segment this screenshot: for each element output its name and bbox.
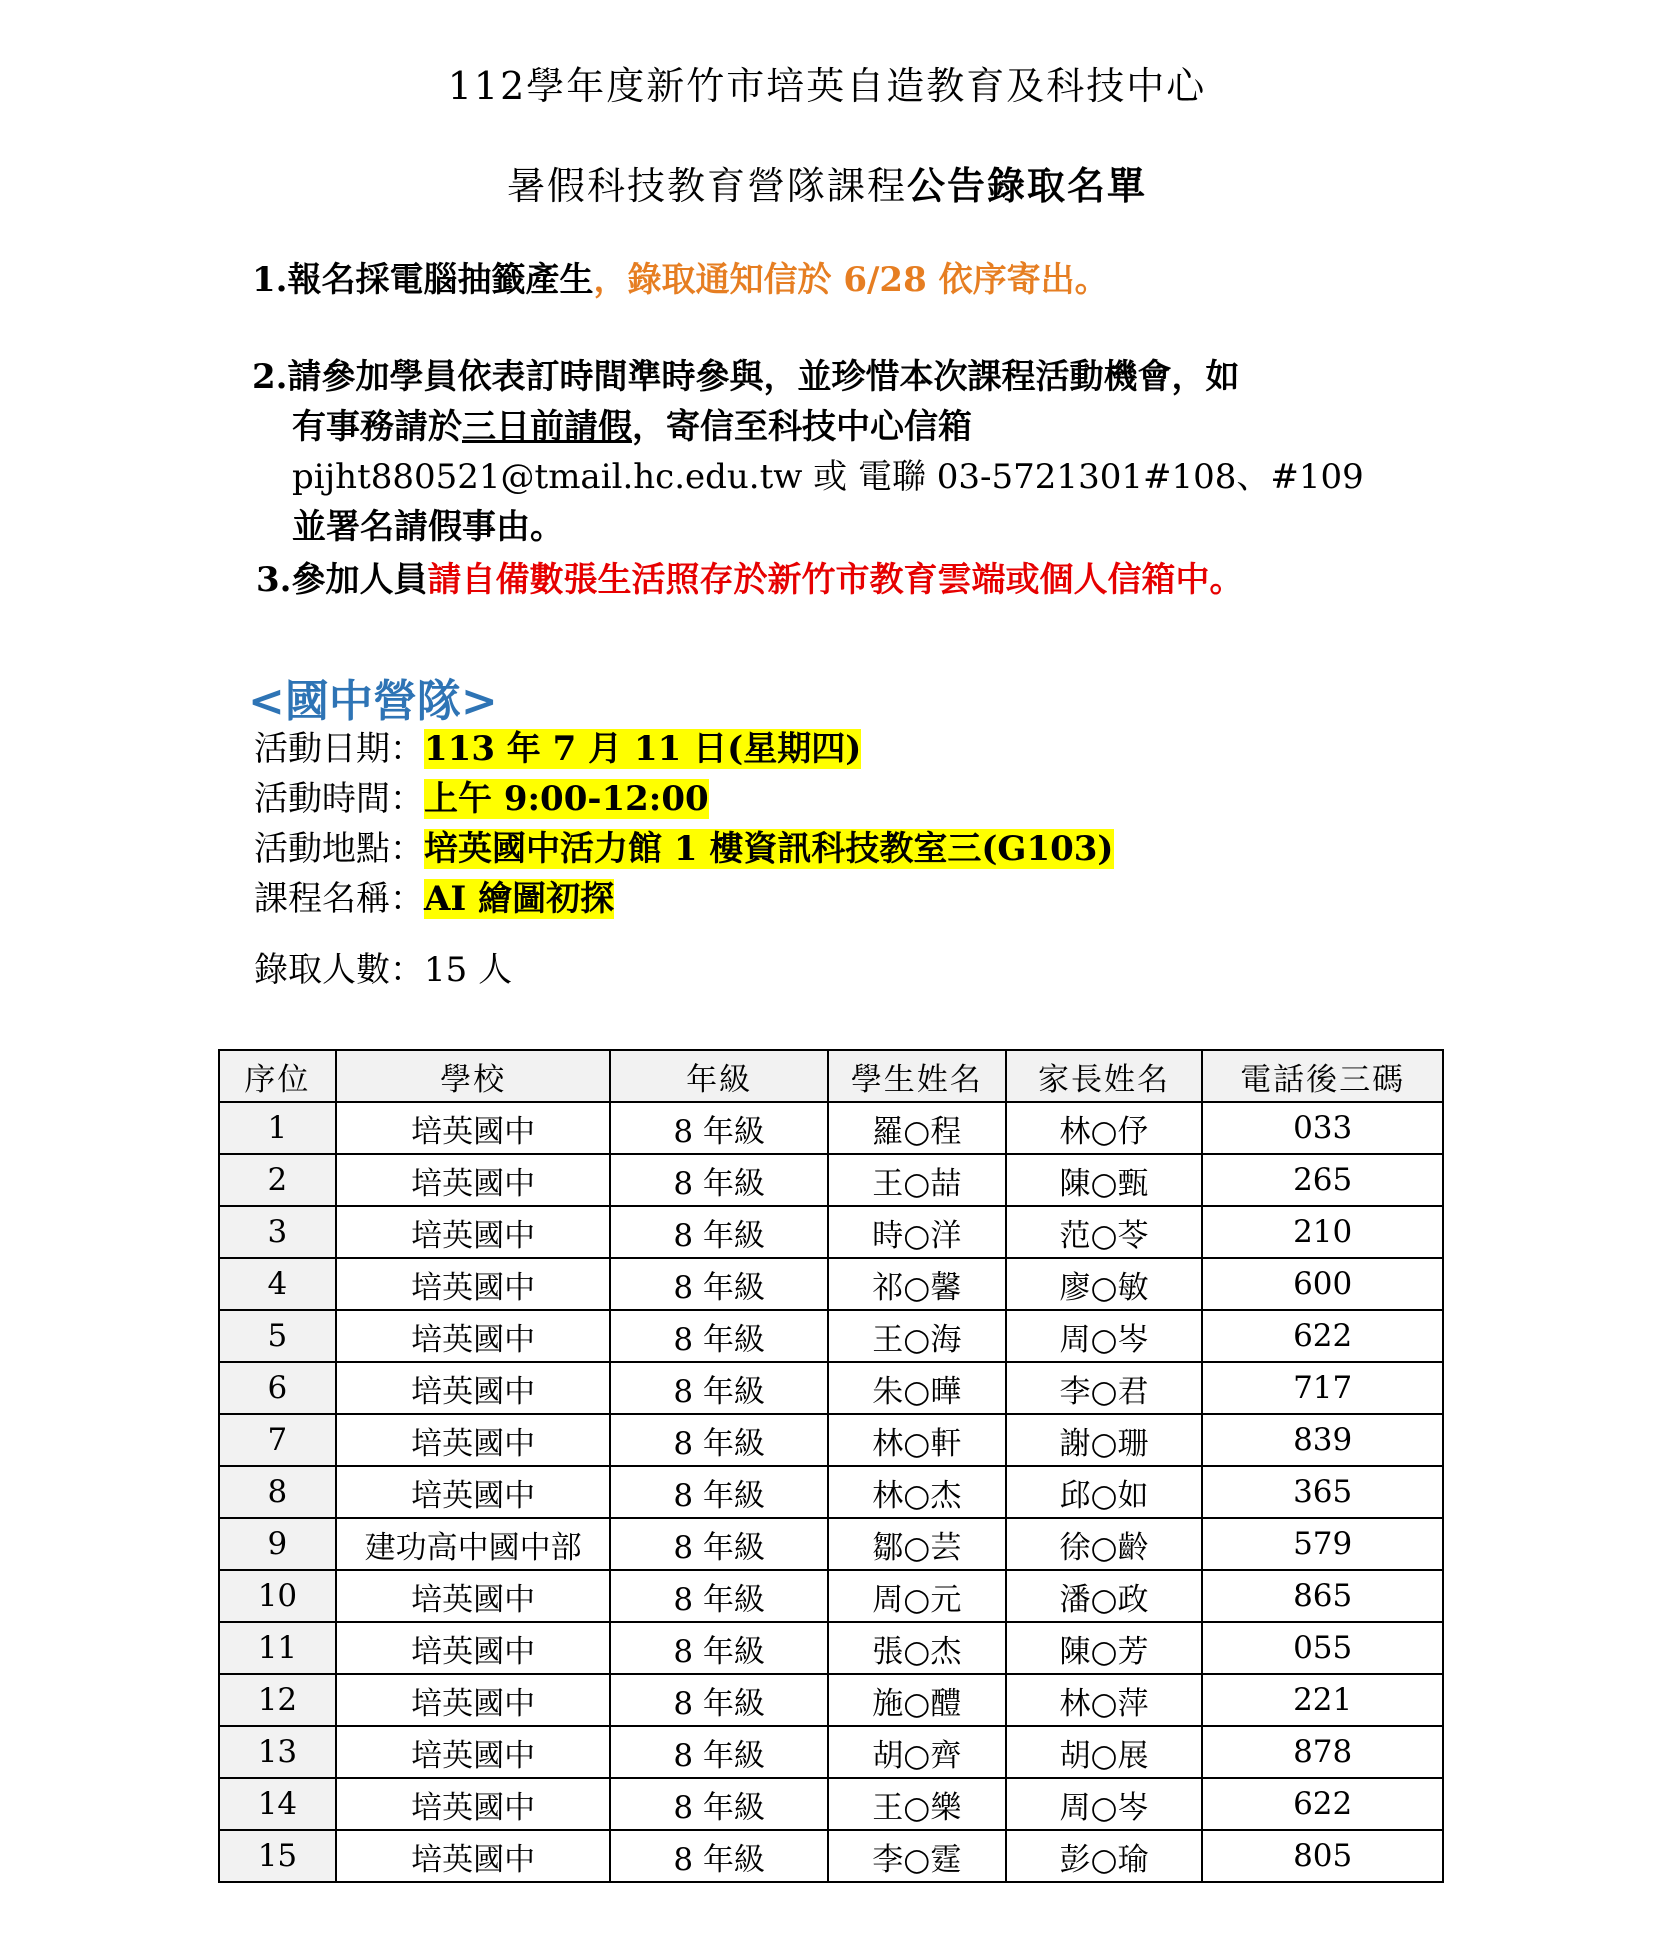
school-cell: 培英國中 bbox=[336, 1362, 611, 1414]
phone-suffix-cell: 878 bbox=[1202, 1726, 1443, 1778]
parent-name-cell: 陳○芳 bbox=[1006, 1622, 1203, 1674]
parent-name-cell: 徐○齡 bbox=[1006, 1518, 1203, 1570]
column-header: 電話後三碼 bbox=[1202, 1050, 1443, 1102]
student-name-cell: 朱○曄 bbox=[828, 1362, 1006, 1414]
seq-cell: 14 bbox=[219, 1778, 336, 1830]
info-course bbox=[254, 874, 614, 924]
student-name-cell: 李○霆 bbox=[828, 1830, 1006, 1882]
info-date bbox=[254, 724, 861, 774]
grade-cell: 8 年級 bbox=[610, 1726, 828, 1778]
phone-suffix-cell: 717 bbox=[1202, 1362, 1443, 1414]
seq-cell: 7 bbox=[219, 1414, 336, 1466]
subtitle-bold: 公告錄取名單 bbox=[907, 163, 1148, 208]
parent-name-cell: 周○岑 bbox=[1006, 1778, 1203, 1830]
phone-suffix-cell: 033 bbox=[1202, 1102, 1443, 1154]
school-cell: 培英國中 bbox=[336, 1622, 611, 1674]
seq-cell: 15 bbox=[219, 1830, 336, 1882]
seq-cell: 8 bbox=[219, 1466, 336, 1518]
student-name-cell: 林○杰 bbox=[828, 1466, 1006, 1518]
parent-name-cell: 林○萍 bbox=[1006, 1674, 1203, 1726]
grade-cell: 8 年級 bbox=[610, 1570, 828, 1622]
table-row bbox=[219, 1778, 1443, 1830]
grade-cell: 8 年級 bbox=[610, 1102, 828, 1154]
grade-cell: 8 年級 bbox=[610, 1362, 828, 1414]
student-name-cell: 時○洋 bbox=[828, 1206, 1006, 1258]
student-name-cell: 鄒○芸 bbox=[828, 1518, 1006, 1570]
school-cell: 培英國中 bbox=[336, 1726, 611, 1778]
notice-3-text: 參加人員 bbox=[291, 560, 428, 600]
phone-suffix-cell: 805 bbox=[1202, 1830, 1443, 1882]
grade-cell: 8 年級 bbox=[610, 1674, 828, 1726]
school-cell: 培英國中 bbox=[336, 1466, 611, 1518]
table-row bbox=[219, 1258, 1443, 1310]
phone-suffix-cell: 265 bbox=[1202, 1154, 1443, 1206]
parent-name-cell: 周○岑 bbox=[1006, 1310, 1203, 1362]
column-header: 學校 bbox=[336, 1050, 611, 1102]
student-name-cell: 王○喆 bbox=[828, 1154, 1006, 1206]
table-row bbox=[219, 1362, 1443, 1414]
info-course-label: 課程名稱： bbox=[254, 879, 424, 919]
school-cell: 培英國中 bbox=[336, 1310, 611, 1362]
phone-suffix-cell: 210 bbox=[1202, 1206, 1443, 1258]
seq-cell: 1 bbox=[219, 1102, 336, 1154]
table-row bbox=[219, 1206, 1443, 1258]
table-row bbox=[219, 1414, 1443, 1466]
document-subtitle bbox=[0, 155, 1654, 210]
table-row bbox=[219, 1622, 1443, 1674]
notice-2-line-1: 請參加學員依表訂時間準時參與，並珍惜本次課程活動機會，如 bbox=[287, 357, 1240, 397]
info-time-label: 活動時間： bbox=[254, 779, 424, 819]
column-header: 序位 bbox=[219, 1050, 336, 1102]
grade-cell: 8 年級 bbox=[610, 1466, 828, 1518]
parent-name-cell: 廖○敏 bbox=[1006, 1258, 1203, 1310]
notice-3 bbox=[256, 555, 1244, 605]
info-date-label: 活動日期： bbox=[254, 729, 424, 769]
seq-cell: 3 bbox=[219, 1206, 336, 1258]
school-cell: 培英國中 bbox=[336, 1830, 611, 1882]
table-row bbox=[219, 1466, 1443, 1518]
grade-cell: 8 年級 bbox=[610, 1518, 828, 1570]
school-cell: 培英國中 bbox=[336, 1778, 611, 1830]
parent-name-cell: 彭○瑜 bbox=[1006, 1830, 1203, 1882]
grade-cell: 8 年級 bbox=[610, 1778, 828, 1830]
student-name-cell: 王○樂 bbox=[828, 1778, 1006, 1830]
seq-cell: 9 bbox=[219, 1518, 336, 1570]
student-name-cell: 林○軒 bbox=[828, 1414, 1006, 1466]
parent-name-cell: 林○伃 bbox=[1006, 1102, 1203, 1154]
info-count-value: 15 人 bbox=[424, 950, 513, 990]
parent-name-cell: 潘○政 bbox=[1006, 1570, 1203, 1622]
table-row bbox=[219, 1674, 1443, 1726]
school-cell: 培英國中 bbox=[336, 1674, 611, 1726]
info-count-label: 錄取人數： bbox=[254, 950, 424, 990]
phone-suffix-cell: 365 bbox=[1202, 1466, 1443, 1518]
school-cell: 培英國中 bbox=[336, 1154, 611, 1206]
section-title: <國中營隊> bbox=[248, 676, 498, 727]
seq-cell: 2 bbox=[219, 1154, 336, 1206]
phone-suffix-cell: 865 bbox=[1202, 1570, 1443, 1622]
grade-cell: 8 年級 bbox=[610, 1206, 828, 1258]
notice-2-underlined: 三日前請假 bbox=[462, 407, 632, 447]
table-row bbox=[219, 1102, 1443, 1154]
info-count bbox=[254, 945, 512, 995]
seq-cell: 11 bbox=[219, 1622, 336, 1674]
grade-cell: 8 年級 bbox=[610, 1258, 828, 1310]
phone-suffix-cell: 221 bbox=[1202, 1674, 1443, 1726]
student-name-cell: 張○杰 bbox=[828, 1622, 1006, 1674]
phone-suffix-cell: 622 bbox=[1202, 1778, 1443, 1830]
notice-1-number: 1. bbox=[252, 260, 288, 300]
seq-cell: 4 bbox=[219, 1258, 336, 1310]
seq-cell: 6 bbox=[219, 1362, 336, 1414]
column-header: 家長姓名 bbox=[1006, 1050, 1203, 1102]
column-header: 年級 bbox=[610, 1050, 828, 1102]
grade-cell: 8 年級 bbox=[610, 1310, 828, 1362]
info-time bbox=[254, 774, 709, 824]
table-row bbox=[219, 1726, 1443, 1778]
admission-table bbox=[218, 1049, 1444, 1883]
phone-suffix-cell: 839 bbox=[1202, 1414, 1443, 1466]
parent-name-cell: 胡○展 bbox=[1006, 1726, 1203, 1778]
table-body bbox=[219, 1102, 1443, 1882]
parent-name-cell: 陳○甄 bbox=[1006, 1154, 1203, 1206]
notice-3-number: 3. bbox=[256, 560, 292, 600]
notice-2-number: 2. bbox=[252, 357, 288, 397]
notice-2-line-2-pre: 有事務請於 bbox=[292, 407, 462, 447]
notice-3-highlight: 請自備數張生活照存於新竹市教育雲端或個人信箱中。 bbox=[427, 560, 1244, 600]
student-name-cell: 胡○齊 bbox=[828, 1726, 1006, 1778]
table-row bbox=[219, 1570, 1443, 1622]
seq-cell: 13 bbox=[219, 1726, 336, 1778]
table-row bbox=[219, 1518, 1443, 1570]
parent-name-cell: 李○君 bbox=[1006, 1362, 1203, 1414]
seq-cell: 10 bbox=[219, 1570, 336, 1622]
table-row bbox=[219, 1310, 1443, 1362]
info-place bbox=[254, 824, 1114, 874]
seq-cell: 5 bbox=[219, 1310, 336, 1362]
school-cell: 培英國中 bbox=[336, 1258, 611, 1310]
grade-cell: 8 年級 bbox=[610, 1830, 828, 1882]
notice-2-contact: pijht880521@tmail.hc.edu.tw 或 電聯 03-5721301#108、#109 bbox=[292, 457, 1364, 497]
subtitle-normal: 暑假科技教育營隊課程 bbox=[506, 164, 907, 208]
grade-cell: 8 年級 bbox=[610, 1154, 828, 1206]
school-cell: 建功高中國中部 bbox=[336, 1518, 611, 1570]
notice-2-line-4: 並署名請假事由。 bbox=[292, 507, 564, 547]
column-header: 學生姓名 bbox=[828, 1050, 1006, 1102]
school-cell: 培英國中 bbox=[336, 1414, 611, 1466]
table-row bbox=[219, 1154, 1443, 1206]
info-place-value: 培英國中活力館 1 樓資訊科技教室三(G103) bbox=[424, 829, 1114, 869]
student-name-cell: 羅○程 bbox=[828, 1102, 1006, 1154]
phone-suffix-cell: 579 bbox=[1202, 1518, 1443, 1570]
info-date-value: 113 年 7 月 11 日(星期四) bbox=[424, 729, 862, 769]
table-header-row bbox=[219, 1050, 1443, 1102]
info-course-value: AI 繪圖初探 bbox=[424, 879, 615, 919]
phone-suffix-cell: 600 bbox=[1202, 1258, 1443, 1310]
parent-name-cell: 范○苓 bbox=[1006, 1206, 1203, 1258]
school-cell: 培英國中 bbox=[336, 1570, 611, 1622]
notice-1-text: 報名採電腦抽籤產生 bbox=[287, 260, 594, 300]
school-cell: 培英國中 bbox=[336, 1102, 611, 1154]
grade-cell: 8 年級 bbox=[610, 1622, 828, 1674]
student-name-cell: 施○醴 bbox=[828, 1674, 1006, 1726]
phone-suffix-cell: 622 bbox=[1202, 1310, 1443, 1362]
seq-cell: 12 bbox=[219, 1674, 336, 1726]
notice-1-highlight: ，錄取通知信於 6/28 依序寄出。 bbox=[593, 260, 1109, 300]
notice-1 bbox=[252, 255, 1109, 305]
student-name-cell: 周○元 bbox=[828, 1570, 1006, 1622]
parent-name-cell: 邱○如 bbox=[1006, 1466, 1203, 1518]
table-row bbox=[219, 1830, 1443, 1882]
info-time-value: 上午 9:00-12:00 bbox=[424, 779, 709, 819]
notice-2 bbox=[252, 352, 1364, 552]
phone-suffix-cell: 055 bbox=[1202, 1622, 1443, 1674]
student-name-cell: 祁○馨 bbox=[828, 1258, 1006, 1310]
notice-2-line-2-post: ，寄信至科技中心信箱 bbox=[632, 407, 972, 447]
parent-name-cell: 謝○珊 bbox=[1006, 1414, 1203, 1466]
school-cell: 培英國中 bbox=[336, 1206, 611, 1258]
grade-cell: 8 年級 bbox=[610, 1414, 828, 1466]
info-place-label: 活動地點： bbox=[254, 829, 424, 869]
document-title: 112學年度新竹市培英自造教育及科技中心 bbox=[447, 64, 1207, 108]
student-name-cell: 王○海 bbox=[828, 1310, 1006, 1362]
